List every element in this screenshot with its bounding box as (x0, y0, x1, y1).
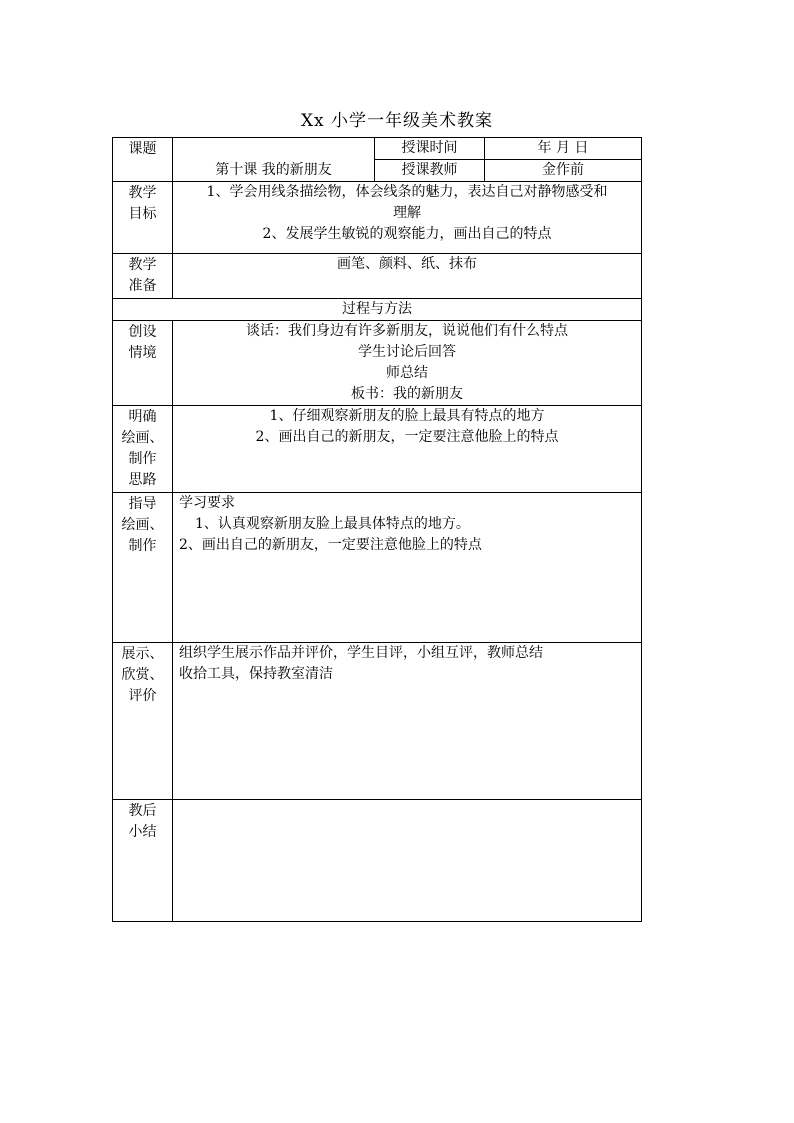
clarify-label-line: 制作 (128, 451, 157, 467)
topic-value-cell (173, 138, 375, 182)
time-label-cell (375, 138, 485, 160)
summary-label-line: 小结 (128, 824, 157, 840)
goals-label-line: 教学 (128, 185, 157, 201)
show-label-line: 欣赏、 (121, 667, 164, 683)
scene-line: 谈话：我们身边有许多新朋友，说说他们有什么特点 (246, 323, 568, 339)
teacher-label: 授课教师 (401, 162, 458, 178)
goal-line: 理解 (393, 205, 421, 221)
clarify-content-cell (173, 406, 642, 493)
prep-label-line: 准备 (128, 278, 157, 294)
prep-label-line: 教学 (128, 257, 157, 273)
scene-content-cell (173, 321, 642, 406)
show-content-cell (173, 643, 642, 800)
show-label-line: 展示、 (121, 646, 164, 662)
goals-content-cell (173, 182, 642, 254)
show-line: 收拾工具，保持教室清洁 (179, 666, 333, 682)
clarify-label-line: 绘画、 (121, 430, 164, 446)
clarify-label-line: 明确 (128, 409, 157, 425)
teacher-label-cell (375, 160, 485, 182)
show-line: 组织学生展示作品并评价，学生目评，小组互评，教师总结 (179, 645, 543, 661)
goal-line: 1、学会用线条描绘物，体会线条的魅力，表达自己对静物感受和 (206, 184, 608, 200)
lesson-plan-table (112, 137, 642, 922)
show-label-cell (113, 643, 173, 800)
page-title: Xx 小学一年级美术教案 (300, 111, 494, 131)
prep-label-cell (113, 254, 173, 299)
summary-label-cell (113, 800, 173, 922)
guide-line: 学习要求 (179, 495, 235, 511)
prep-text: 画笔、颜料、纸、抹布 (337, 256, 477, 272)
guide-line: 2、画出自己的新朋友，一定要注意他脸上的特点 (179, 537, 482, 553)
goals-label-line: 目标 (128, 206, 157, 222)
topic-label-cell (113, 138, 173, 182)
topic-value: 第十课 我的新朋友 (215, 162, 332, 178)
scene-label-line: 情境 (128, 345, 157, 361)
clarify-label-cell (113, 406, 173, 493)
clarify-line: 2、画出自己的新朋友，一定要注意他脸上的特点 (255, 429, 559, 445)
teacher-value-cell (485, 160, 642, 182)
scene-label-cell (113, 321, 173, 406)
clarify-line: 1、仔细观察新朋友的脸上最具有特点的地方 (269, 408, 545, 424)
goals-label-cell (113, 182, 173, 254)
scene-line: 师总结 (386, 365, 428, 381)
scene-line: 学生讨论后回答 (358, 344, 456, 360)
guide-label-line: 绘画、 (121, 517, 164, 533)
process-heading-cell (113, 299, 642, 321)
clarify-label-line: 思路 (128, 472, 157, 488)
teacher-value: 金作前 (542, 162, 584, 178)
summary-content-cell (173, 800, 642, 922)
summary-label-line: 教后 (128, 803, 157, 819)
scene-line: 板书：我的新朋友 (351, 386, 463, 402)
show-label-line: 评价 (128, 688, 157, 704)
guide-line: 1、认真观察新朋友脸上最具体特点的地方。 (195, 516, 470, 532)
topic-label: 课题 (128, 141, 157, 157)
time-label: 授课时间 (401, 140, 458, 156)
guide-label-line: 制作 (128, 538, 157, 554)
time-value-cell (485, 138, 642, 160)
time-value: 年 月 日 (537, 140, 589, 156)
prep-content-cell (173, 254, 642, 299)
process-heading: 过程与方法 (342, 301, 412, 317)
goal-line: 2、发展学生敏锐的观察能力，画出自己的特点 (262, 226, 552, 242)
guide-content-cell (173, 493, 642, 643)
scene-label-line: 创设 (128, 324, 157, 340)
guide-label-line: 指导 (128, 496, 157, 512)
guide-label-cell (113, 493, 173, 643)
